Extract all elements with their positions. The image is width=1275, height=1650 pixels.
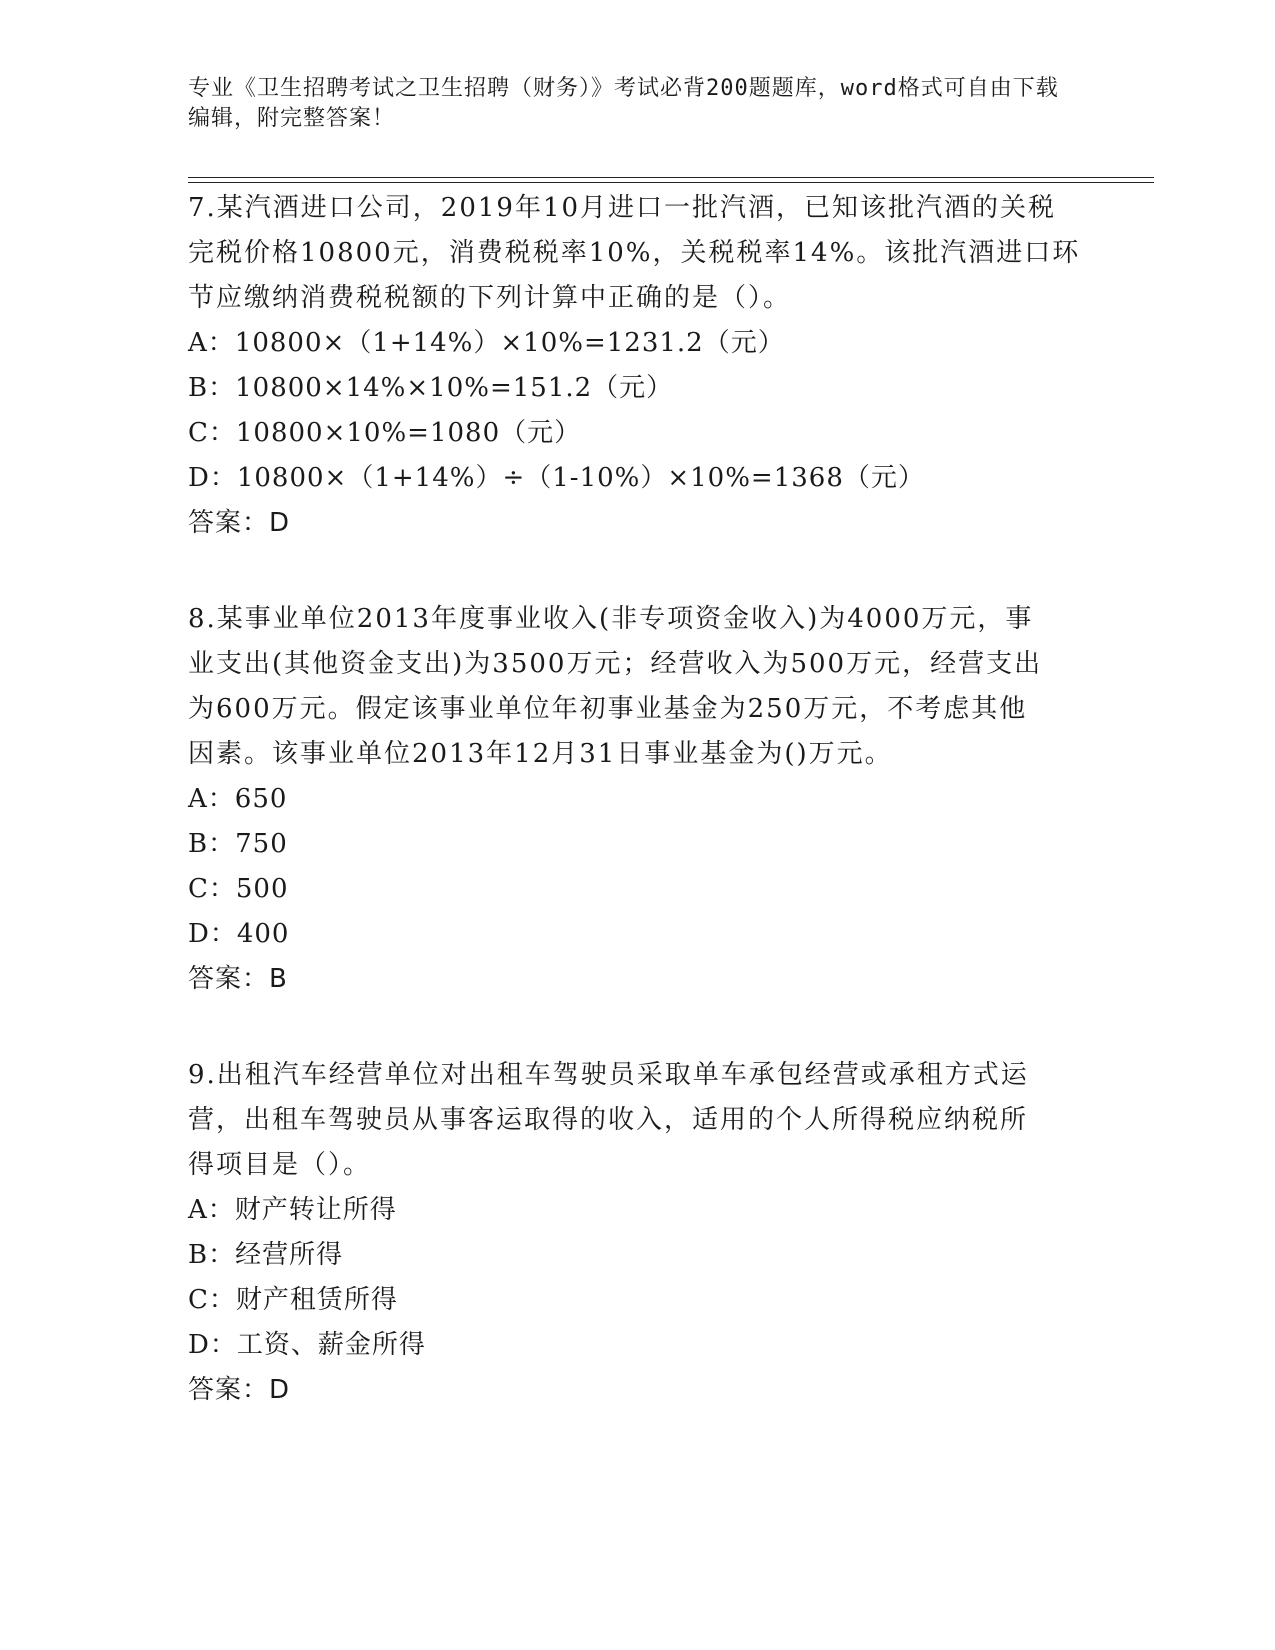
option-d: D：工资、薪金所得 bbox=[188, 1330, 426, 1360]
option-d: D：10800×（1+14%）÷（1-10%）×10%=1368（元） bbox=[188, 463, 925, 493]
option-c: C：10800×10%=1080（元） bbox=[188, 418, 582, 448]
option-b: B：750 bbox=[188, 829, 288, 859]
question-7 bbox=[188, 186, 1088, 546]
stem-line: 9.出租汽车经营单位对出租车驾驶员采取单车承包经营或承租方式运 bbox=[188, 1060, 1029, 1090]
stem-line: 为600万元。假定该事业单位年初事业基金为250万元，不考虑其他 bbox=[188, 694, 1028, 724]
question-stem bbox=[188, 597, 1088, 777]
option-a: A：财产转让所得 bbox=[188, 1195, 397, 1225]
question-9 bbox=[188, 1053, 1088, 1413]
stem-line: 7.某汽酒进口公司，2019年10月进口一批汽酒，已知该批汽酒的关税 bbox=[188, 193, 1057, 223]
option-c: C：财产租赁所得 bbox=[188, 1285, 398, 1315]
option-c: C：500 bbox=[188, 874, 289, 904]
stem-line: 业支出(其他资金支出)为3500万元；经营收入为500万元，经营支出 bbox=[188, 649, 1043, 679]
stem-line: 得项目是（）。 bbox=[188, 1150, 372, 1180]
option-a: A：10800×（1+14%）×10%=1231.2（元） bbox=[188, 328, 785, 358]
option-d: D：400 bbox=[188, 919, 290, 949]
option-b: B：10800×14%×10%=151.2（元） bbox=[188, 373, 674, 403]
answer: 答案：B bbox=[188, 964, 288, 994]
question-stem bbox=[188, 1053, 1088, 1188]
document-header: 专业《卫生招聘考试之卫生招聘（财务）》考试必背200题题库，word格式可自由下载编辑，附完整答案！ bbox=[188, 76, 1059, 131]
option-a: A：650 bbox=[188, 784, 288, 814]
answer: 答案：D bbox=[188, 1375, 291, 1405]
question-8 bbox=[188, 597, 1088, 1002]
question-stem bbox=[188, 186, 1088, 321]
answer: 答案：D bbox=[188, 508, 291, 538]
stem-line: 因素。该事业单位2013年12月31日事业基金为()万元。 bbox=[188, 739, 893, 769]
stem-line: 营，出租车驾驶员从事客运取得的收入，适用的个人所得税应纳税所 bbox=[188, 1105, 1029, 1135]
header-rule-top bbox=[188, 177, 1154, 178]
stem-line: 8.某事业单位2013年度事业收入(非专项资金收入)为4000万元，事 bbox=[188, 604, 1034, 634]
header-rule-bottom bbox=[188, 182, 1154, 183]
option-b: B：经营所得 bbox=[188, 1240, 344, 1270]
stem-line: 完税价格10800元，消费税税率10%，关税税率14%。该批汽酒进口环 bbox=[188, 238, 1081, 268]
stem-line: 节应缴纳消费税税额的下列计算中正确的是（）。 bbox=[188, 283, 792, 313]
